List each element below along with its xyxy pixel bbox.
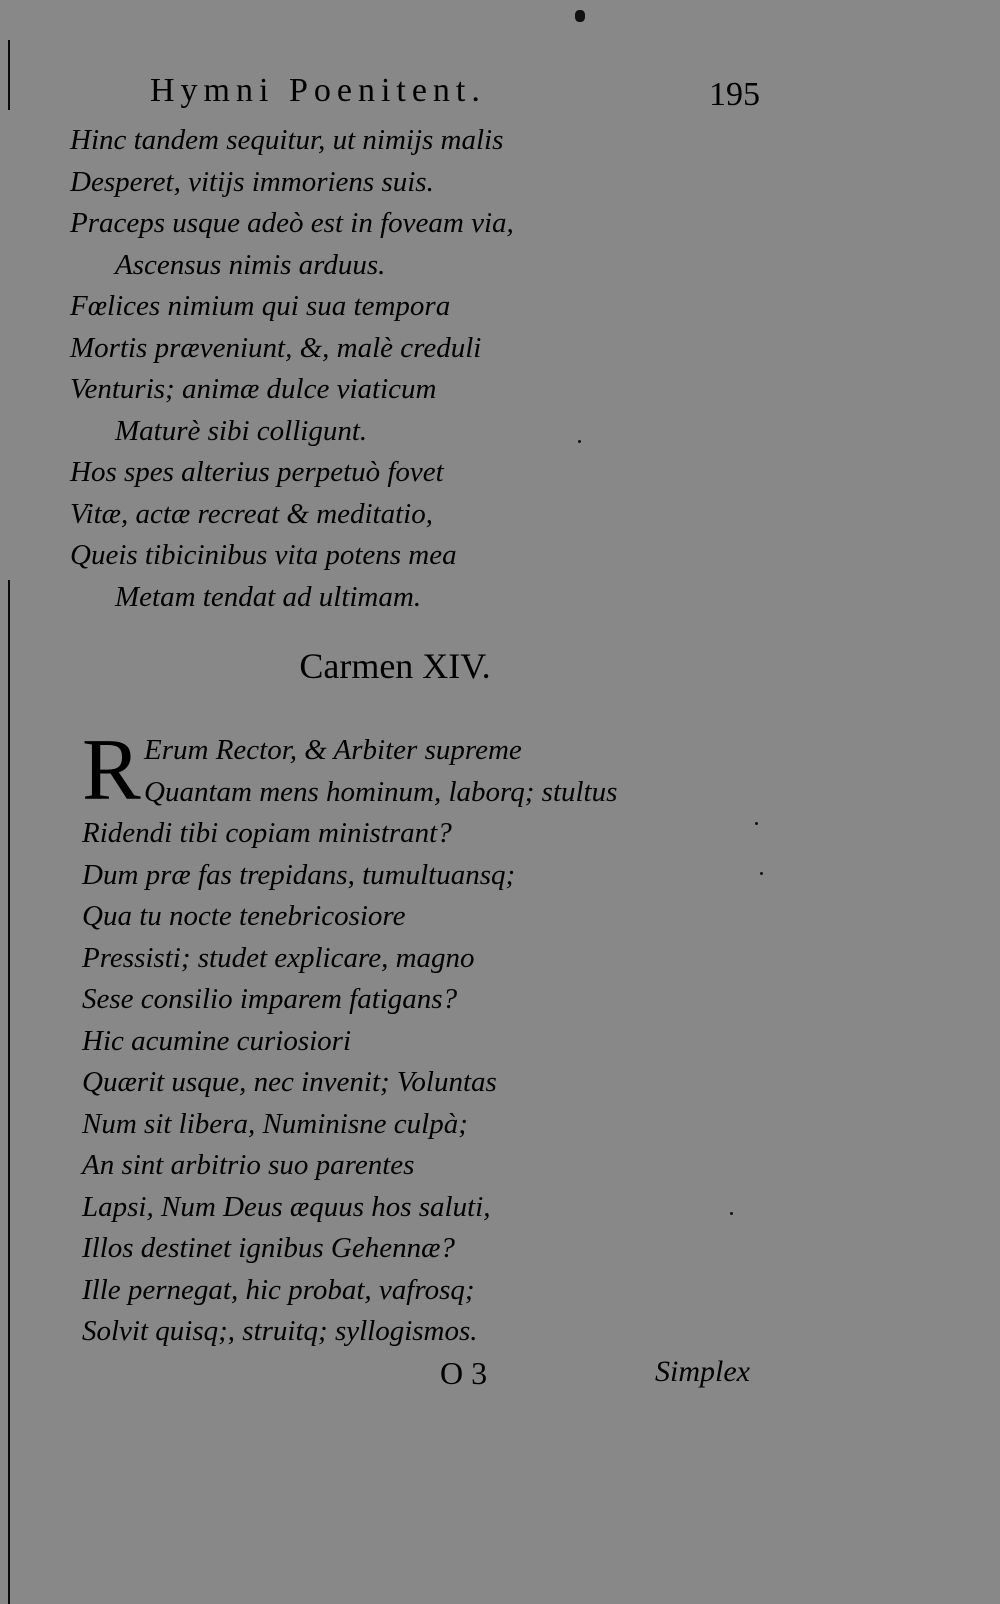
verse-line: Quantam mens hominum, laborq; stultus xyxy=(144,775,618,808)
verse-line: Metam tendat ad ultimam. xyxy=(115,580,422,613)
verse-line: Maturè sibi colligunt. xyxy=(115,414,368,447)
verse-line: Hic acumine curiosiori xyxy=(82,1024,352,1057)
page-number: 195 xyxy=(709,76,760,113)
verse-line: Ridendi tibi copiam ministrant? xyxy=(82,817,452,849)
ink-blot xyxy=(575,10,585,22)
verse-line: Praceps usque adeò est in foveam via, xyxy=(70,207,514,239)
closing-stanza xyxy=(70,120,514,618)
verse-line: Vitæ, actæ recreat & meditatio, xyxy=(70,497,433,530)
verse-line: Ascensus nimis arduus. xyxy=(115,248,386,281)
verse-line: Dum præ fas trepidans, tumultuansq; xyxy=(82,858,516,891)
running-head: Hymni Poenitent. xyxy=(150,72,486,109)
verse-line: Queis tibicinibus vita potens mea xyxy=(70,539,457,571)
ink-speck xyxy=(755,822,758,825)
drop-cap: R xyxy=(82,722,141,819)
signature-mark: O 3 xyxy=(440,1355,488,1391)
page-edge-tick xyxy=(8,40,10,110)
poem-title: Carmen XIV. xyxy=(299,646,491,686)
verse-line: Desperet, vitijs immoriens suis. xyxy=(70,165,434,198)
ink-speck xyxy=(730,1212,733,1215)
verse-line: An sint arbitrio suo parentes xyxy=(82,1149,415,1181)
verse-line: Hinc tandem sequitur, ut nimijs malis xyxy=(70,124,504,156)
verse-line: Pressisti; studet explicare, magno xyxy=(82,941,475,974)
verse-line: Qua tu nocte tenebricosiore xyxy=(82,900,406,932)
verse-line: Ille pernegat, hic probat, vafrosq; xyxy=(82,1273,475,1306)
ink-speck xyxy=(760,872,763,875)
verse-line: Hos spes alterius perpetuò fovet xyxy=(70,456,444,488)
verse-line: Lapsi, Num Deus æquus hos saluti, xyxy=(82,1190,491,1223)
verse-line: Fœlices nimium qui sua tempora xyxy=(70,290,451,322)
verse-line: Erum Rector, & Arbiter supreme xyxy=(144,734,522,766)
verse-line: Sese consilio imparem fatigans? xyxy=(82,983,458,1015)
verse-line: Venturis; animæ dulce viaticum xyxy=(70,373,437,405)
verse-line: Solvit quisq;, struitq; syllogismos. xyxy=(82,1315,478,1347)
catchword: Simplex xyxy=(655,1355,750,1388)
poem-body xyxy=(82,722,618,1353)
page-header xyxy=(150,72,790,122)
verse-line: Num sit libera, Numinisne culpà; xyxy=(82,1107,468,1140)
verse-line: Mortis præveniunt, &, malè creduli xyxy=(70,331,482,364)
verse-line: Quærit usque, nec invenit; Voluntas xyxy=(82,1066,497,1098)
page-edge-line xyxy=(8,580,10,1604)
verse-line: Illos destinet ignibus Gehennæ? xyxy=(82,1232,455,1264)
ink-speck xyxy=(578,440,581,443)
page-footer xyxy=(0,1355,1000,1405)
